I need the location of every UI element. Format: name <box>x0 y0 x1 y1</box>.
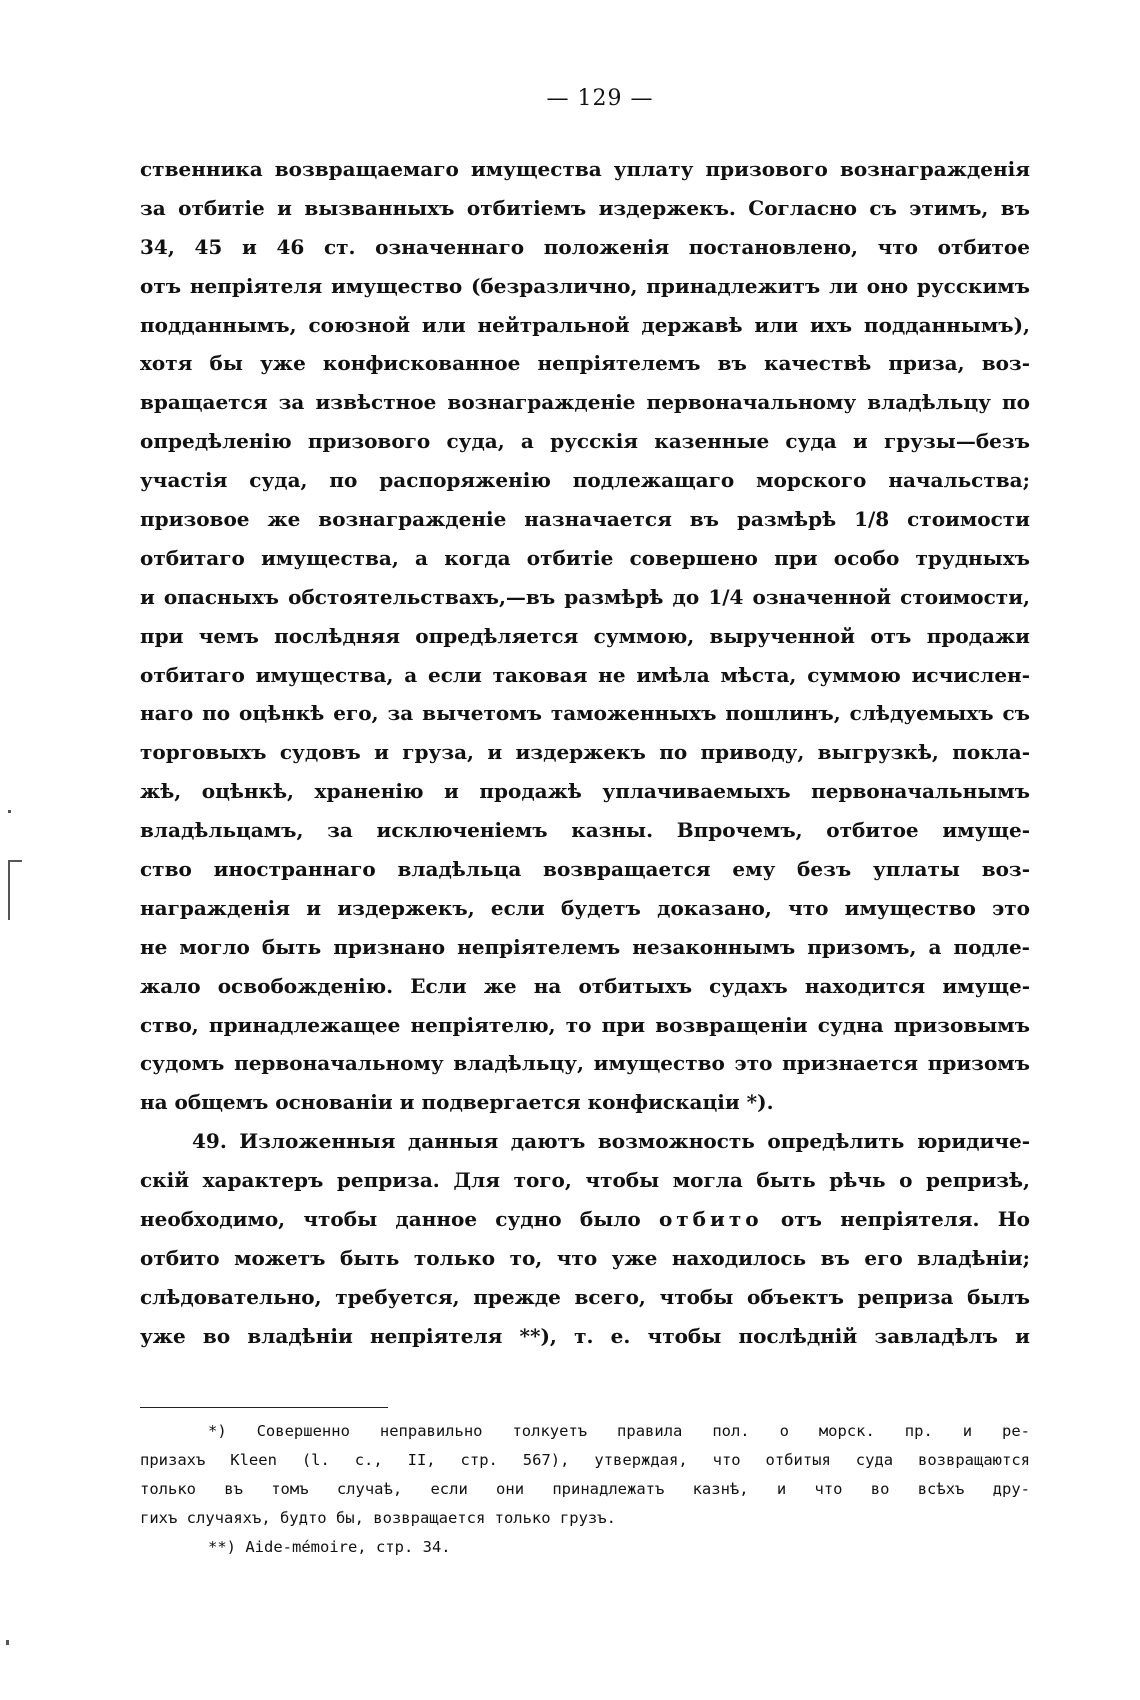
text-line: за отбитіе и вызванныхъ отбитіемъ издержекъ. Согласно съ этимъ, въ <box>140 195 1030 220</box>
text-line: владѣльцамъ, за исключеніемъ казны. Впрочемъ, отбитое имуще- <box>140 818 1030 843</box>
paragraph-49-line: скій характеръ реприза. Для того, чтобы могла быть рѣчь о репризѣ, <box>140 1168 1030 1193</box>
text-line: не могло быть признано непріятелемъ незаконнымъ призомъ, а подле- <box>140 934 1030 959</box>
paragraph-49-line: уже во владѣніи непріятеля **), т. е. чтобы послѣдній завладѣлъ и <box>140 1323 1030 1348</box>
text-line: ство, принадлежащее непріятелю, то при возвращеніи судна призовымъ <box>140 1012 1030 1037</box>
paragraph-49-line: 49. Изложенныя данныя даютъ возможность опредѣлить юридиче- <box>192 1129 1030 1154</box>
scan-margin-mark <box>8 860 10 920</box>
text-line: отбитаго имущества, а если таковая не имѣла мѣста, суммою исчислен- <box>140 662 1030 687</box>
body-text <box>140 150 1030 1356</box>
text-line: хотя бы уже конфискованное непріятелемъ въ качествѣ приза, воз- <box>140 351 1030 376</box>
page-number: — 129 — <box>546 86 654 111</box>
text-line: отъ непріятеля имущество (безразлично, принадлежитъ ли оно русскимъ <box>140 273 1030 298</box>
text-line: жѣ, оцѣнкѣ, храненію и продажѣ уплачиваемыхъ первоначальнымъ <box>140 779 1030 804</box>
emphasized-word: отбито <box>658 1207 763 1232</box>
footnote-line: гихъ случаяхъ, будто бы, возвращается только грузъ. <box>140 1509 616 1527</box>
text-line: отбитаго имущества, а когда отбитіе совершено при особо трудныхъ <box>140 545 1030 570</box>
paragraph-49-line-emphasis <box>140 1200 1030 1239</box>
footnote-line: *) Совершенно неправильно толкуетъ правила пол. о морск. пр. и ре- <box>208 1422 1030 1440</box>
footnote-line: только въ томъ случаѣ, если они принадлежатъ казнѣ, и что во всѣхъ дру- <box>140 1480 1030 1498</box>
text-line: награжденія и издержекъ, если будетъ доказано, что имущество это <box>140 895 1030 920</box>
scan-margin-mark <box>6 1640 9 1645</box>
scan-margin-mark <box>8 860 22 862</box>
footnote-line: **) Aide-mémoire, стр. 34. <box>208 1538 451 1556</box>
text-line: жало освобожденію. Если же на отбитыхъ судахъ находится имуще- <box>140 973 1030 998</box>
text-line: вращается за извѣстное вознагражденіе первоначальному владѣльцу по <box>140 390 1030 415</box>
text-segment: необходимо, чтобы данное судно было <box>140 1207 641 1232</box>
text-line: на общемъ основаніи и подвергается конфискаціи *). <box>140 1090 774 1115</box>
footnote-divider <box>140 1407 388 1408</box>
text-line: судомъ первоначальному владѣльцу, имущество это признается призомъ <box>140 1051 1030 1076</box>
text-line: ственника возвращаемаго имущества уплату призового вознагражденія <box>140 157 1030 181</box>
text-line: при чемъ послѣдняя опредѣляется суммою, вырученной отъ продажи <box>140 623 1030 648</box>
text-line: призовое же вознагражденіе назначается въ размѣрѣ 1/8 стоимости <box>140 507 1030 532</box>
text-line: ство иностраннаго владѣльца возвращается ему безъ уплаты воз- <box>140 857 1030 882</box>
text-line: подданнымъ, союзной или нейтральной державѣ или ихъ подданнымъ), <box>140 312 1030 337</box>
text-line: опредѣленію призового суда, а русскія казенные суда и грузы—безъ <box>140 429 1030 454</box>
footnote-line: призахъ Kleen (l. c., II, стр. 567), утверждая, что отбитыя суда возвращаются <box>140 1451 1030 1469</box>
text-line: и опасныхъ обстоятельствахъ,—въ размѣрѣ до 1/4 означенной стоимости, <box>140 584 1030 609</box>
paragraph-49-line: слѣдовательно, требуется, прежде всего, чтобы объектъ реприза былъ <box>140 1284 1030 1309</box>
text-line: наго по оцѣнкѣ его, за вычетомъ таможенныхъ пошлинъ, слѣдуемыхъ съ <box>140 701 1030 726</box>
paragraph-49-line: отбито можетъ быть только то, что уже находилось въ его владѣніи; <box>140 1245 1030 1270</box>
scan-margin-mark <box>8 810 11 813</box>
text-line: участія суда, по распоряженію подлежащаго морского начальства; <box>140 468 1030 493</box>
text-line: 34, 45 и 46 ст. означеннаго положенія постановлено, что отбитое <box>140 234 1030 259</box>
footnotes <box>140 1417 1030 1562</box>
text-line: торговыхъ судовъ и груза, и издержекъ по приводу, выгрузкѣ, покла- <box>140 740 1030 765</box>
text-segment: отъ непріятеля. Но <box>780 1207 1030 1232</box>
